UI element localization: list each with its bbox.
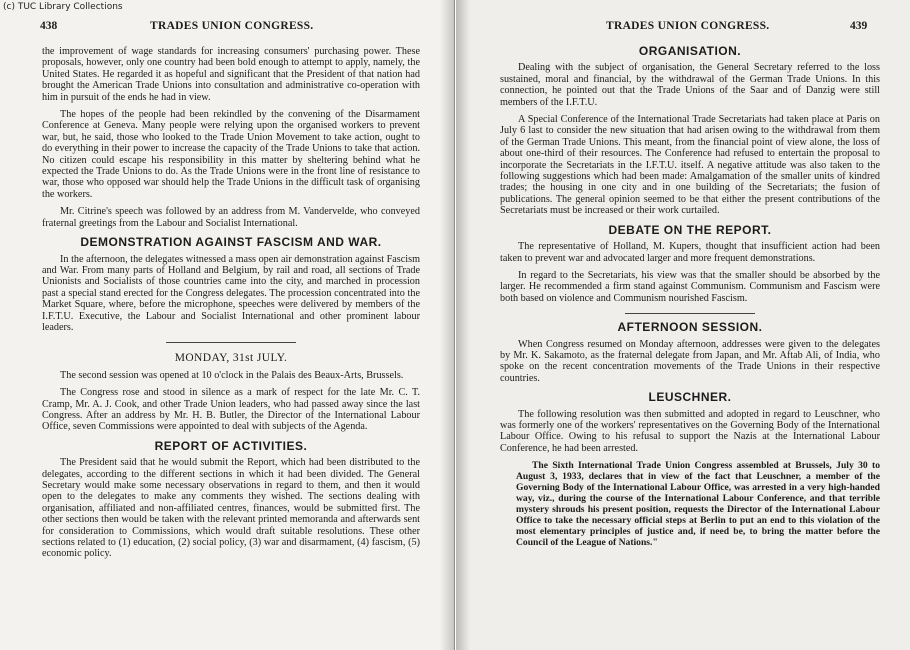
paragraph: The representative of Holland, M. Kupers, thought that insufficient action had been taken to prevent war and advocated larger and more frequent demonstrations.	[500, 241, 880, 264]
paragraph: The President said that he would submit the Report, which had been distributed to the delegates, according to the different sections in which it had been divided. The General Secretary would make some necessary observations in regard to them, and then it would open to the delegates to make any comments they wished. The sections dealing with organisation, affiliated and non-affiliated centres, finances, would be submitted first. The other sections then would be taken with the relevant printed memoranda and afterwards sent for consideration to Commissions, which would draft suitable resolutions. These other sections related to (1) education, (2) social policy, (3) war and disarmament, (4) fascism, (5) economic policy.	[42, 457, 420, 560]
section-heading-demonstration: DEMONSTRATION AGAINST FASCISM AND WAR.	[80, 235, 382, 250]
paragraph: In regard to the Secretariats, his view was that the smaller should be absorbed by the larger. He recommended a firm stand against Communism. Communism and Fascism were both based on violence and Communism nourished Fascism.	[500, 269, 880, 304]
date-heading: MONDAY, 31st JULY.	[174, 352, 288, 365]
paragraph: In the afternoon, the delegates witnessed a mass open air demonstration against Fascism and War. From many parts of Holland and Belgium, by rail and road, all sections of Trade Unionists and Socialists of those countries came into the city, and marched in procession past a special stand erected for the Congress delegates. The procession concentrated into the Market Square, where, before the microphone, speeches were delivered by members of the I.F.T.U. Executive, the Labour and Socialist International and other prominent labour leaders.	[42, 253, 420, 333]
paragraph: The hopes of the people had been rekindled by the convening of the Disarmament Conference at Geneva. Many people were relying upon the organised workers to prevent war, but, he said, those who looked to the Trade Union Movement to take action, ought to do everything in their power to increase the capacity of the Trade Unions to take that action. No citizen could escape his responsibility in this matter by sheltering behind what he expected the Trade Unions to do. As the Trade Unions were in the front line of resistance to war, those who opposed war should help the Trade Unions in the difficult task of organising the workers.	[42, 109, 420, 200]
section-heading-leuschner: LEUSCHNER.	[648, 390, 732, 405]
paragraph: When Congress resumed on Monday afternoon, addresses were given to the delegates by Mr. K. Sakamoto, as the fraternal delegate from Japan, and Mr. Aftab Ali, of India, who spoke on the recent concentration movements of the Trade Unions in their respective countries.	[500, 338, 880, 384]
paragraph: The following resolution was then submitted and adopted in regard to Leuschner, who was formerly one of the workers' representatives on the Governing Body of the International Labour Office. Owing to his refusal to support the Nazis at the International Labour Conference, he had been arrested.	[500, 408, 880, 454]
resolution-quote: The Sixth International Trade Union Congress assembled at Brussels, July 30 to August 3, 1933, declares that in view of the fact that Leuschner, a member of the Governing Body of the International Labour Office, was arrested in a very high-handed way, viz., during the course of the International Labour Conference, and that terrible mystery shrouds his present position, requests the Director of the International Labour Office to take the necessary official steps at Berlin to put an end to this violation of the most elementary principles of justice and, if need be, to bring the matter before the Council of the League of Nations."	[516, 460, 880, 549]
section-heading-report: REPORT OF ACTIVITIES.	[154, 438, 308, 453]
right-page-number: 439	[850, 20, 868, 32]
section-heading-afternoon: AFTERNOON SESSION.	[617, 320, 763, 335]
paragraph: Dealing with the subject of organisation, the General Secretary referred to the loss sustained, moral and financial, by the withdrawal of the German Trade Unions. In this connection, he pointed out that the Trade Unions of the Saar and of Danzig were still members of the I.F.T.U.	[500, 62, 880, 108]
left-text-column	[42, 46, 420, 566]
section-divider	[625, 313, 755, 314]
paragraph: A Special Conference of the International Trade Secretariats had taken place at Paris on July 6 last to consider the new situation that had arisen owing to the withdrawal from them of the German Trade Unions. This meant, from the financial point of view alone, the loss of about one-third of their resources. The Conference had refused to entertain the proposal to incorporate the Secretariats in the I.F.T.U. itself. A negative attitude was also taken to the following suggestions which had been made: Amalgamation of the smaller units of kindred trades; the housing in one city and in one building of the Secretariats; the fusion of publications. The general opinion seemed to be that either the present contributions of the Secretariats must be increased or their work curtailed.	[500, 114, 880, 217]
left-running-head: TRADES UNION CONGRESS.	[150, 20, 314, 32]
right-running-head: TRADES UNION CONGRESS.	[606, 20, 770, 32]
right-page	[456, 0, 910, 650]
section-heading-debate: DEBATE ON THE REPORT.	[608, 222, 772, 237]
paragraph: Mr. Citrine's speech was followed by an address from M. Vandervelde, who conveyed fraternal greetings from the Labour and Socialist International.	[42, 206, 420, 229]
section-divider	[166, 342, 296, 343]
gutter-shadow	[440, 0, 454, 650]
paragraph: The Congress rose and stood in silence as a mark of respect for the late Mr. C. T. Cramp, Mr. A. J. Cook, and other Trade Union leaders, who had passed away since the last Congress. After an address by Mr. H. B. Butler, the Director of the International Labour Office, seven Commissions were appointed to deal with subjects of the Agenda.	[42, 387, 420, 433]
left-page-number: 438	[40, 20, 58, 32]
right-text-column	[500, 38, 880, 548]
paragraph: The second session was opened at 10 o'clock in the Palais des Beaux-Arts, Brussels.	[60, 369, 404, 381]
section-heading-organisation: ORGANISATION.	[638, 44, 742, 58]
gutter-shadow	[456, 0, 470, 650]
copyright-notice: (c) TUC Library Collections	[3, 2, 123, 12]
paragraph: the improvement of wage standards for increasing consumers' purchasing power. These proposals, however, only one country had been bold enough to attempt to apply, namely, the United States. He regarded it as hopeful and significant that the President of that nation had brought the American Trade Unions into consultation and administrative co-operation with him in pursuit of the ends he had in view.	[42, 46, 420, 103]
